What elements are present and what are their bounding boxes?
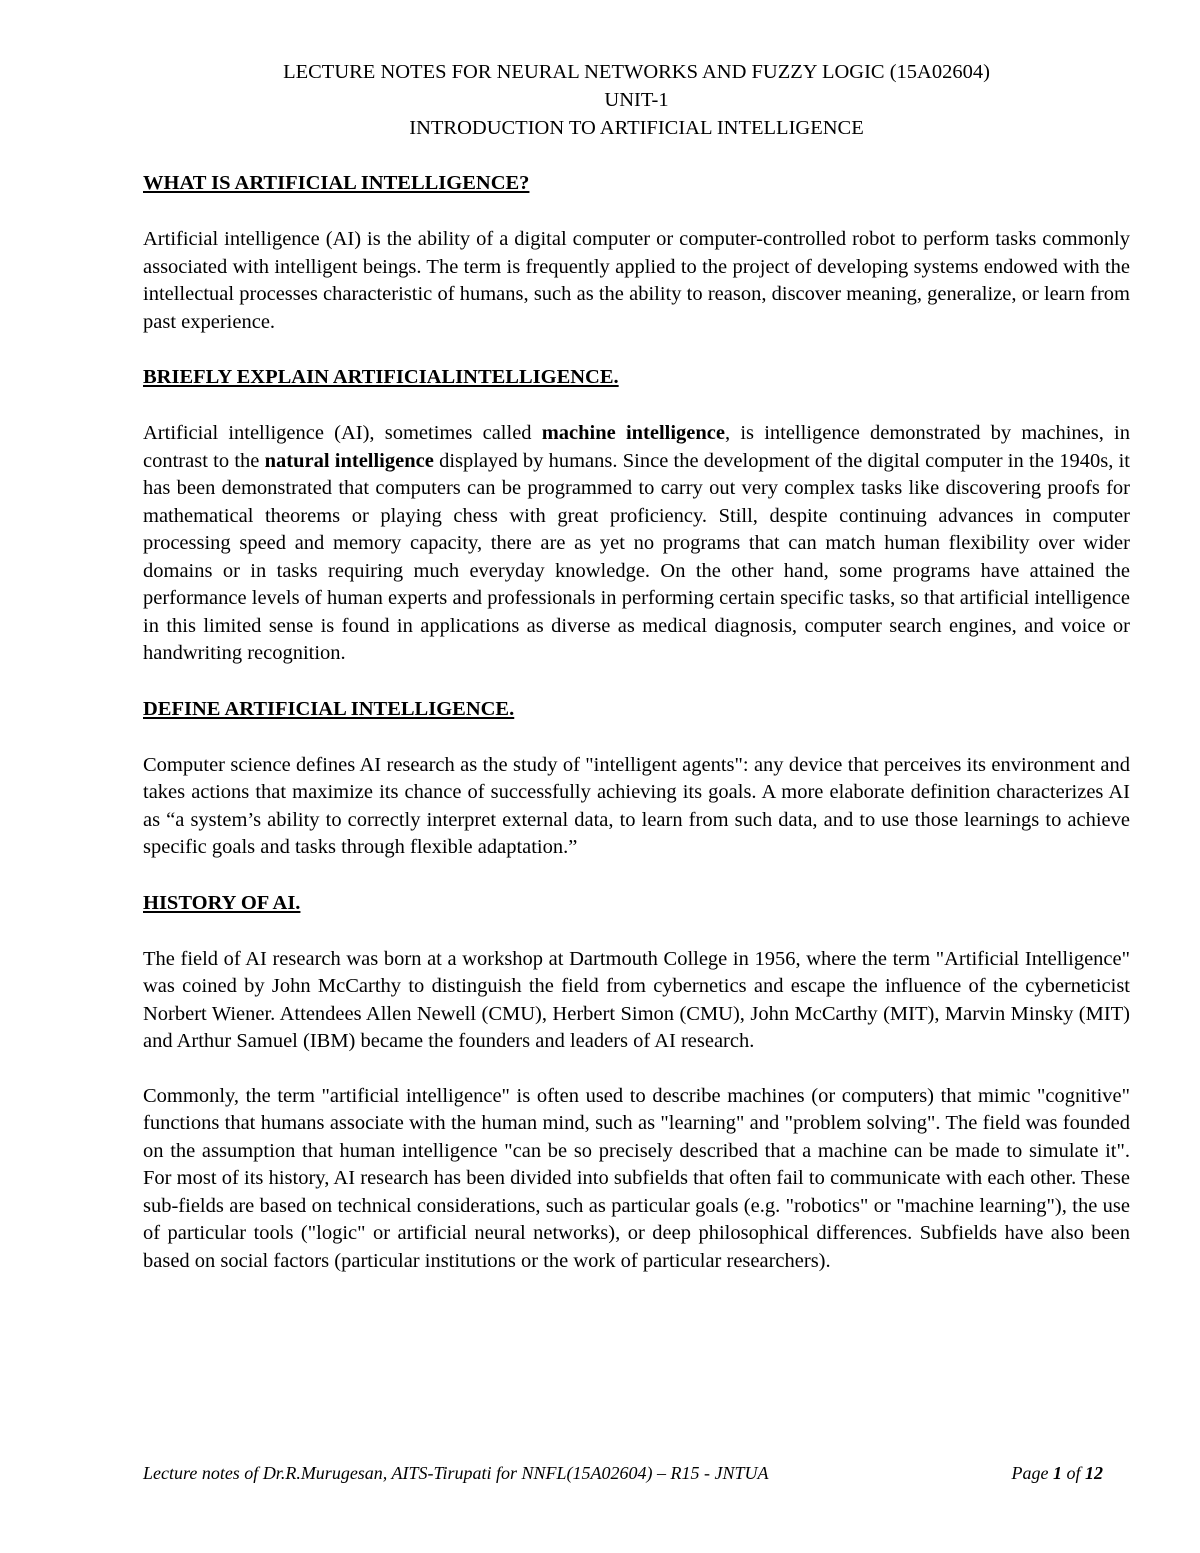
text-span: , is intelligence demonstrated by machines, in contrast to the [143, 422, 1130, 472]
document-header [143, 58, 1130, 142]
page-total: 12 [1085, 1463, 1103, 1483]
section-heading-what-is-ai: WHAT IS ARTIFICIAL INTELLIGENCE? [143, 172, 530, 194]
paragraph-what-is-ai: Artificial intelligence (AI) is the ability of a digital computer or computer-controlled robot to perform tasks commonly associated with intelligent beings. The term is frequently applied to the project of developing systems endowed with the intellectual processes characteristic of humans, such as the ability to reason, discover meaning, generalize, or learn from past experience. [143, 228, 1130, 333]
footer-credit: Lecture notes of Dr.R.Murugesan, AITS-Tirupati for NNFL(15A02604) – R15 - JNTUA [143, 1463, 769, 1483]
bold-term-natural-intelligence: natural intelligence [264, 449, 434, 472]
text-span: Artificial intelligence (AI), sometimes called [143, 422, 542, 444]
paragraph-briefly-explain [143, 420, 1130, 668]
bold-term-machine-intelligence: machine intelligence [541, 422, 726, 444]
text-span: displayed by humans. Since the development of the digital computer in the 1940s, it has been demonstrated that computers can be programmed to carry out very complex tasks like discovering proofs for mathematical theorems or playing chess with great proficiency. Still, despite continuing advances in computer processing speed and memory capacity, there are as yet no programs that can match human flexibility over wider domains or in tasks requiring much everyday knowledge. On the other hand, some programs have attained the performance levels of human experts and professionals in performing certain specific tasks, so that artificial intelligence in this limited sense is found in applications as diverse as medical diagnosis, computer search engines, and voice or handwriting recognition. [143, 449, 1130, 664]
paragraph-history-1: The field of AI research was born at a workshop at Dartmouth College in 1956, where the term "Artificial Intelligence" was coined by John McCarthy to distinguish the field from cybernetics and escape the influence of the cyberneticist Norbert Wiener. Attendees Allen Newell (CMU), Herbert Simon (CMU), John McCarthy (MIT), Marvin Minsky (MIT) and Arthur Samuel (IBM) became the founders and leaders of AI research. [143, 947, 1130, 1052]
document-body [143, 169, 1130, 1275]
page-prefix: Page [1011, 1463, 1053, 1483]
course-title: LECTURE NOTES FOR NEURAL NETWORKS AND FUZZY LOGIC (15A02604) [283, 61, 990, 83]
paragraph-history-2: Commonly, the term "artificial intelligence" is often used to describe machines (or computers) that mimic "cognitive" functions that humans associate with the human mind, such as "learning" and "problem solving". The field was founded on the assumption that human intelligence "can be so precisely described that a machine can be made to simulate it". For most of its history, AI research has been divided into subfields that often fail to communicate with each other. These sub-fields are based on technical considerations, such as particular goals (e.g. "robotics" or "machine learning"), the use of particular tools ("logic" or artificial neural networks), or deep philosophical differences. Subfields have also been based on social factors (particular institutions or the work of particular researchers). [143, 1084, 1130, 1272]
page-indicator [1012, 1461, 1104, 1485]
section-heading-define-ai: DEFINE ARTIFICIAL INTELLIGENCE. [143, 697, 515, 720]
section-heading-history: HISTORY OF AI. [143, 891, 301, 914]
page-mid: of [1061, 1463, 1085, 1483]
unit-label: UNIT-1 [604, 89, 669, 111]
paragraph-define-ai: Computer science defines AI research as the study of "intelligent agents": any device that perceives its environment and takes actions that maximize its chance of successfully achieving its goals. A more elaborate definition characterizes AI as “a system’s ability to correctly interpret external data, to learn from such data, and to use those learnings to achieve specific goals and tasks through flexible adaptation.” [143, 753, 1130, 858]
page-number: 1 [1052, 1463, 1062, 1483]
unit-title: INTRODUCTION TO ARTIFICIAL INTELLIGENCE [409, 117, 864, 139]
section-heading-briefly-explain: BRIEFLY EXPLAIN ARTIFICIALINTELLIGENCE. [143, 366, 619, 388]
